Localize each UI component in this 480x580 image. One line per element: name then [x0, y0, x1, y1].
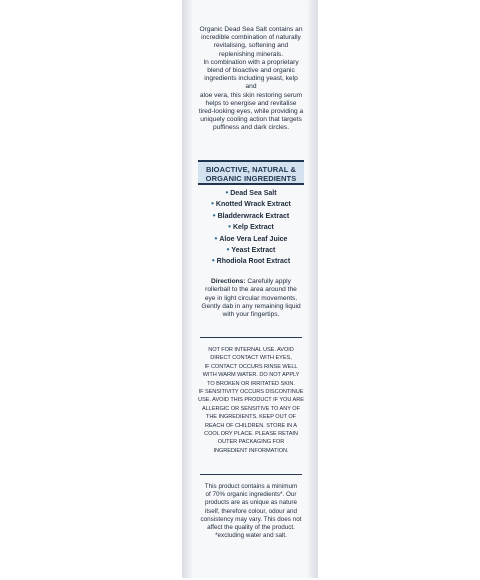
ingredient-name: Kelp Extract	[232, 224, 274, 232]
bullet-icon: •	[225, 188, 229, 197]
ingredients-heading-line-2: ORGANIC INGREDIENTS	[205, 174, 297, 183]
list-item	[198, 222, 304, 233]
list-item	[198, 234, 304, 245]
ingredients-heading	[198, 160, 304, 185]
list-item	[198, 211, 304, 222]
bullet-icon: •	[211, 199, 214, 209]
list-item	[198, 199, 304, 210]
directions-text: Carefully apply rollerball to the area around the eye in light circular movements. Gently dab in any remaining liquid with your fingertips.	[201, 278, 301, 319]
list-item	[198, 256, 304, 267]
bullet-icon: •	[226, 245, 230, 255]
bullet-icon: •	[212, 210, 216, 220]
divider	[200, 337, 302, 338]
directions-label: Directions:	[211, 278, 246, 285]
directions-block	[198, 278, 304, 319]
ingredient-name: Aloe Vera Leaf Juice	[219, 235, 288, 243]
divider	[200, 474, 302, 475]
list-item	[198, 188, 304, 199]
bullet-icon: •	[214, 233, 218, 243]
organic-note: This product contains a minimum of 70% organic ingredients*. Our products are as unique as nature itself, therefore colour, odour and consistency may vary. This does not affect the quality of the product. *excluding water and salt.	[200, 483, 302, 540]
ingredient-name: Rhodiola Root Extract	[216, 258, 291, 266]
ingredient-name: Dead Sea Salt	[230, 190, 277, 197]
ingredient-name: Yeast Extract	[231, 247, 276, 255]
list-item	[198, 245, 304, 256]
product-description: Organic Dead Sea Salt contains an incredible combination of naturally revitalising, softening and replenishing minerals. In combination with a proprietary blend of bioactive and organic ingredients including yeast, kelp and aloe vera, this skin restoring serum helps to energise and revitalise tired-looking eyes, while providing a uniquely cooling action that targets puffiness and dark circles.	[198, 26, 304, 132]
safety-warning: NOT FOR INTERNAL USE. AVOID DIRECT CONTACT WITH EYES, IF CONTACT OCCURS RINSE WELL WITH WARM WATER. DO NOT APPLY TO BROKEN OR IRRITATED SKIN. IF SENSITIVITY OCCURS DISCONTINUE USE. AVOID THIS PRODUCT IF YOU ARE ALLERGIC OR SENSITIVE TO ANY OF THE INGREDIENTS. KEEP OUT OF REACH OF CHILDREN. STORE IN A COOL DRY PLACE. PLEASE RETAIN OUTER PACKAGING FOR INGREDIENT INFORMATION.	[198, 347, 304, 454]
box-right-edge	[308, 0, 318, 578]
ingredient-name: Knotted Wrack Extract	[215, 201, 291, 209]
box-left-edge	[182, 0, 192, 578]
ingredient-name: Bladderwrack Extract	[217, 212, 290, 220]
ingredients-list	[198, 188, 304, 268]
bullet-icon: •	[228, 222, 231, 232]
bullet-icon: •	[211, 256, 215, 266]
ingredients-heading-line-1: BIOACTIVE, NATURAL &	[205, 165, 297, 174]
